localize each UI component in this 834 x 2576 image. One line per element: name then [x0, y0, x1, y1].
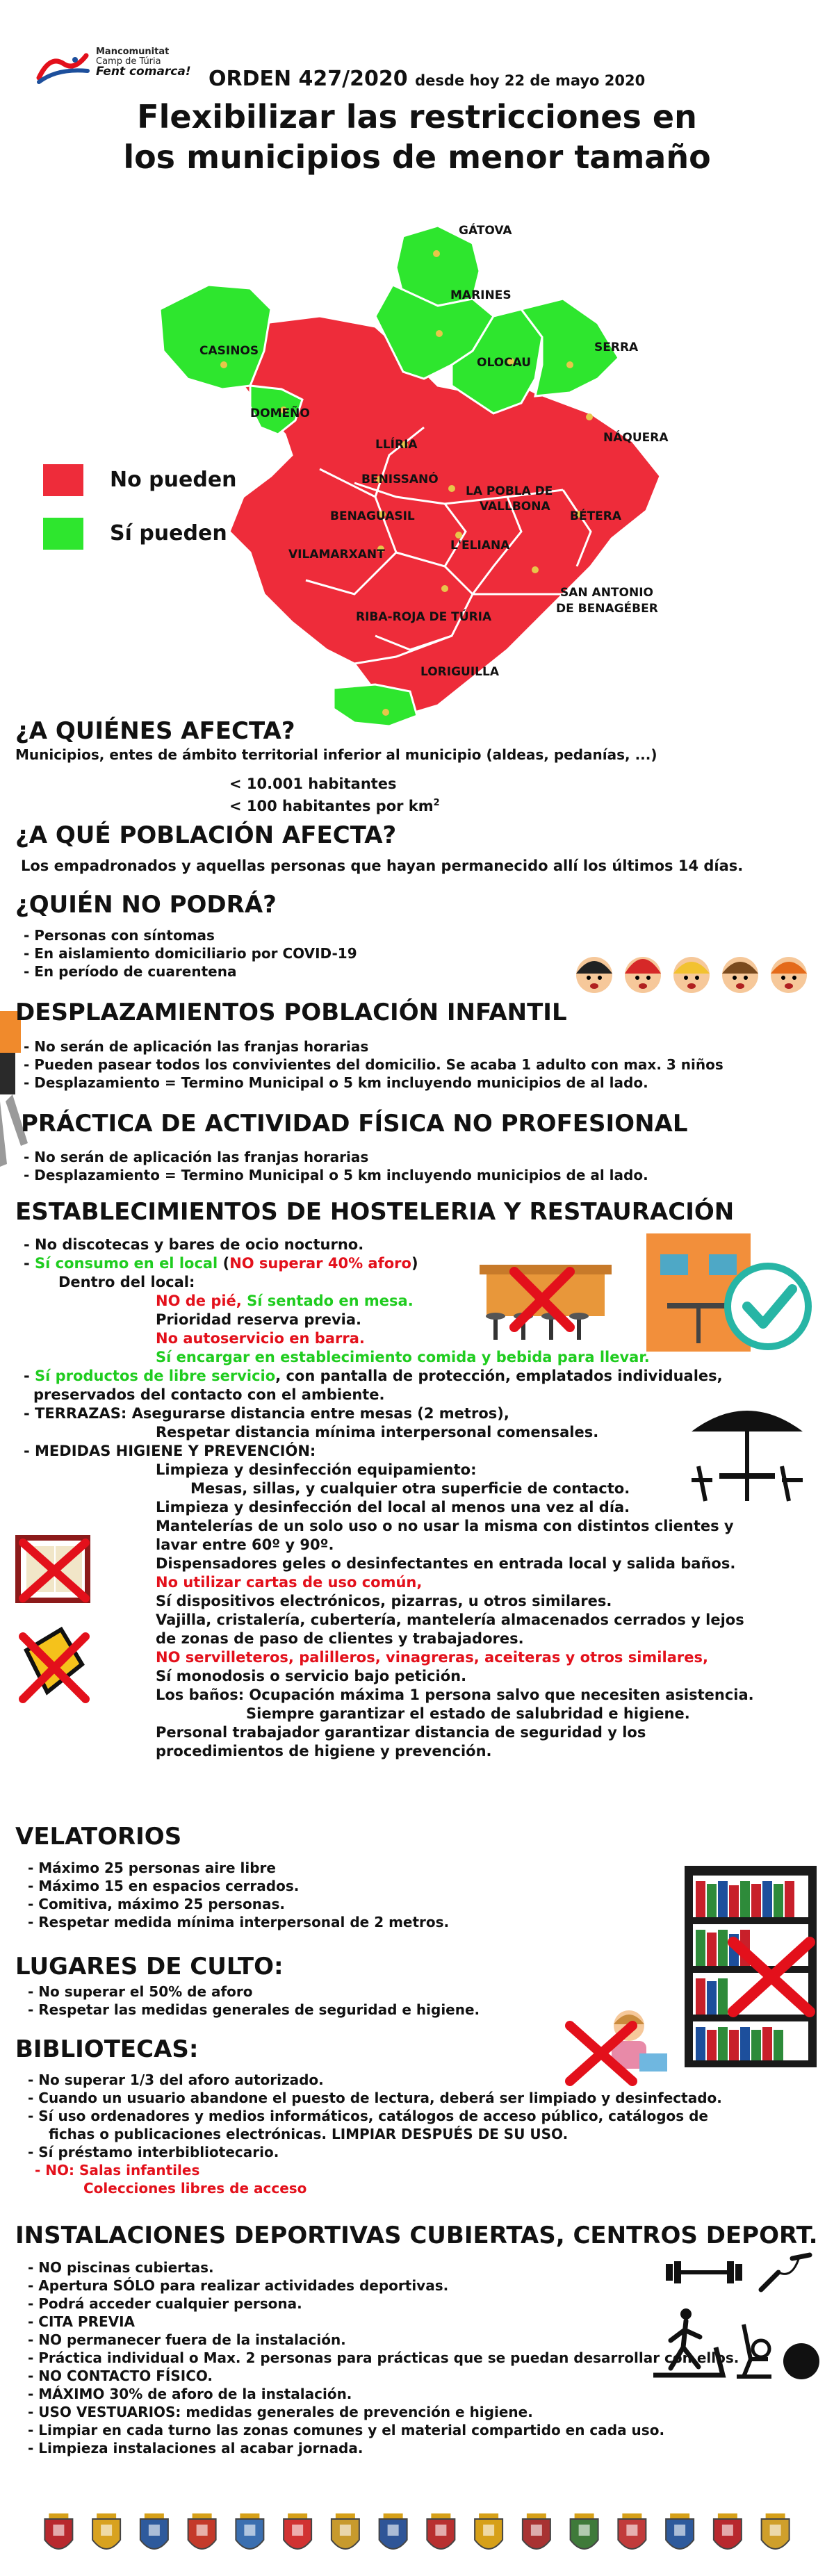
list-item: - Podrá acceder cualquier persona. — [28, 2295, 302, 2312]
hosteleria-line: Sí monodosis o servicio bajo petición. — [156, 1668, 467, 1684]
municipal-seal-icon — [92, 2513, 120, 2549]
hosteleria-line: Sí encargar en establecimiento comida y bebida para llevar. — [156, 1349, 650, 1365]
order-heading — [208, 67, 645, 91]
municipal-seal-icon — [571, 2513, 598, 2549]
hosteleria-line: - Sí productos de libre servicio, con pantalla de protección, emplatados individuales, — [24, 1368, 723, 1384]
section-title-actividad: PRÁCTICA DE ACTIVIDAD FÍSICA NO PROFESIONAL — [21, 1110, 688, 1138]
logo-subtitle: Camp de Túria — [96, 56, 161, 67]
list-item: - Apertura SÓLO para realizar actividades deportivas. — [28, 2277, 449, 2294]
muni-label: DOMEÑO — [250, 407, 310, 420]
menu-card-crossed-icon — [13, 1532, 96, 1609]
list-item: - MÁXIMO 30% de aforo de la instalación. — [28, 2386, 352, 2402]
hosteleria-line: - MEDIDAS HIGIENE Y PREVENCIÓN: — [24, 1443, 316, 1459]
list-item: - En período de cuarentena — [24, 963, 237, 980]
logo-title: Mancomunitat — [96, 47, 170, 57]
hosteleria-line: - Sí consumo en el local (NO superar 40% aforo) — [24, 1255, 418, 1272]
actividad-list — [24, 1148, 648, 1184]
infantil-list — [24, 1037, 723, 1092]
muni-label: RIBA-ROJA DE TÚRIA — [356, 610, 492, 624]
municipal-seal-icon — [140, 2513, 168, 2549]
muni-label: BENAGUASIL — [330, 509, 415, 523]
list-item: - Sí préstamo interbibliotecario. — [28, 2144, 279, 2160]
hosteleria-line: preservados del contacto con el ambiente. — [33, 1386, 385, 1403]
deportivas-list — [28, 2258, 739, 2457]
order-date: desde hoy 22 de mayo 2020 — [415, 72, 646, 89]
list-item: - Respetar medida mínima interpersonal de 2 metros. — [28, 1914, 450, 1930]
municipal-seal-icon — [666, 2513, 694, 2549]
list-item: - Sí uso ordenadores y medios informáticos, catálogos de acceso público, catálogos de — [28, 2108, 708, 2124]
afecta-line1: < 10.001 habitantes — [229, 776, 397, 792]
afecta-line2-wrap — [229, 794, 440, 816]
ball-icon — [782, 2342, 821, 2381]
section-title-poblacion: ¿A QUÉ POBLACIÓN AFECTA? — [15, 821, 397, 849]
map-region-casinos — [160, 285, 271, 389]
logo-mark-icon — [36, 50, 90, 85]
list-item: - Limpieza instalaciones al acabar jornada. — [28, 2440, 363, 2456]
hosteleria-line: Mesas, sillas, y cualquier otra superficie de contacto. — [190, 1480, 630, 1497]
list-item: - No superar el 50% de aforo — [28, 1983, 253, 2000]
muni-label: SAN ANTONIO — [560, 586, 653, 600]
page-title — [0, 97, 834, 177]
list-item: fichas o publicaciones electrónicas. LIMPIAR DESPUÉS DE SU USO. — [49, 2126, 569, 2142]
list-item: - No superar 1/3 del aforo autorizado. — [28, 2072, 324, 2088]
list-item: - Desplazamiento = Termino Municipal o 5 km incluyendo municipios de al lado. — [24, 1167, 648, 1183]
hosteleria-line: Limpieza y desinfección equipamiento: — [156, 1461, 477, 1478]
muni-label: OLOCAU — [477, 356, 532, 370]
municipal-seal-icon — [618, 2513, 646, 2549]
list-item: - Práctica individual o Max. 2 personas para prácticas que se puedan desarrollar con ellos. — [28, 2349, 739, 2366]
hosteleria-line: - TERRAZAS: Asegurarse distancia entre mesas (2 metros), — [24, 1405, 509, 1422]
list-item: - Desplazamiento = Termino Municipal o 5 km incluyendo municipios de al lado. — [24, 1074, 648, 1091]
section-title-bibliotecas: BIBLIOTECAS: — [15, 2035, 199, 2063]
section-title-deportivas: INSTALACIONES DEPORTIVAS CUBIERTAS, CENTROS DEPORT. — [15, 2222, 818, 2249]
list-item: - Personas con síntomas — [24, 927, 215, 944]
muni-label: CASINOS — [199, 344, 259, 358]
section-title-hosteleria: ESTABLECIMIENTOS DE HOSTELERIA Y RESTAURACIÓN — [15, 1198, 735, 1226]
hosteleria-line: Dentro del local: — [58, 1274, 195, 1290]
muni-label: DE BENAGÉBER — [556, 602, 658, 616]
list-item: - Limpiar en cada turno las zonas comunes y el material compartido en cada uso. — [28, 2422, 665, 2438]
section-title-quien: ¿QUIÉN NO PODRÁ? — [15, 891, 277, 919]
hosteleria-line: Prioridad reserva previa. — [156, 1311, 362, 1328]
muni-label: VALLBONA — [480, 500, 550, 514]
hosteleria-line: Sí dispositivos electrónicos, pizarras, u otros similares. — [156, 1593, 612, 1609]
hosteleria-line: Personal trabajador garantizar distancia de seguridad y los — [156, 1724, 646, 1741]
seals-strip — [35, 2512, 799, 2561]
logo — [36, 47, 217, 89]
muni-label: MARINES — [450, 288, 512, 302]
velatorios-list — [28, 1859, 449, 1931]
legend-swatch-no — [43, 464, 83, 496]
muni-label: LA POBLA DE — [466, 484, 553, 498]
municipal-seal-icon — [236, 2513, 263, 2549]
children-faces-icon — [570, 949, 813, 1004]
hosteleria-line: Limpieza y desinfección del local al menos una vez al día. — [156, 1499, 630, 1516]
hosteleria-line: - No discotecas y bares de ocio nocturno. — [24, 1236, 364, 1253]
bibliotecas-list — [28, 2071, 722, 2197]
municipal-seal-icon — [427, 2513, 455, 2549]
municipal-seal-icon — [284, 2513, 311, 2549]
hosteleria-line: NO servilleteros, palilleros, vinagreras, aceiteras y otros similares, — [156, 1649, 708, 1666]
municipal-seals — [35, 2512, 799, 2561]
municipal-seal-icon — [762, 2513, 790, 2549]
hosteleria-line: Siempre garantizar el estado de salubridad e higiene. — [246, 1705, 690, 1722]
list-item: - En aislamiento domiciliario por COVID-19 — [24, 945, 357, 962]
logo-slogan: Fent comarca! — [96, 65, 191, 79]
municipal-seal-icon — [475, 2513, 502, 2549]
list-item: - Máximo 15 en espacios cerrados. — [28, 1878, 300, 1894]
hosteleria-line: de zonas de paso de clientes y trabajadores. — [156, 1630, 524, 1647]
hosteleria-line: Los baños: Ocupación máxima 1 persona salvo que necesiten asistencia. — [156, 1687, 754, 1703]
exercise-bike-icon — [730, 2317, 778, 2380]
legend-swatch-yes — [43, 518, 83, 550]
list-item: - No serán de aplicación las franjas horarias — [24, 1149, 369, 1165]
treadmill-icon — [650, 2306, 726, 2382]
muni-label: BENISSANÓ — [361, 473, 439, 486]
hosteleria-line: Dispensadores geles o desinfectantes en entrada local y salida baños. — [156, 1555, 736, 1572]
list-item: - NO piscinas cubiertas. — [28, 2259, 214, 2276]
muni-label: L'ELIANA — [450, 539, 510, 552]
afecta-sup: 2 — [433, 798, 440, 808]
muni-label: LORIGUILLA — [420, 665, 499, 679]
hosteleria-line: Vajilla, cristalería, cubertería, mantelería almacenados cerrados y lejos — [156, 1611, 744, 1628]
list-item: - Respetar las medidas generales de seguridad e higiene. — [28, 2001, 480, 2018]
hosteleria-line: No autoservicio en barra. — [156, 1330, 365, 1347]
muni-label: GÁTOVA — [459, 224, 512, 238]
list-item: - CITA PREVIA — [28, 2313, 136, 2330]
section-title-afecta: ¿A QUIÉNES AFECTA? — [15, 717, 295, 745]
list-item: - USO VESTUARIOS: medidas generales de prevención e higiene. — [28, 2404, 533, 2420]
culto-list — [28, 1983, 480, 2019]
list-item: - NO permanecer fuera de la instalación. — [28, 2331, 346, 2348]
hosteleria-line: No utilizar cartas de uso común, — [156, 1574, 423, 1591]
bookshelf-crossed-icon — [685, 1866, 817, 2067]
afecta-line2: < 100 habitantes por km — [229, 798, 434, 814]
list-item: - Comitiva, máximo 25 personas. — [28, 1896, 285, 1912]
municipal-seal-icon — [188, 2513, 216, 2549]
legend-label-yes: Sí pueden — [110, 521, 227, 545]
municipal-seal-icon — [523, 2513, 550, 2549]
muni-label: BÉTERA — [570, 509, 622, 523]
section-title-infantil: DESPLAZAMIENTOS POBLACIÓN INFANTIL — [15, 999, 567, 1026]
list-item: Colecciones libres de acceso — [83, 2180, 307, 2197]
legend-label-no: No pueden — [110, 468, 237, 492]
quien-list — [24, 926, 357, 981]
hosteleria-line: procedimientos de higiene y prevención. — [156, 1743, 492, 1759]
dumbbell-icon — [666, 2258, 742, 2286]
page-title-line1: Flexibilizar las restricciones en — [137, 98, 697, 136]
jump-rope-icon — [758, 2251, 813, 2293]
muni-label: SERRA — [594, 341, 639, 354]
section-title-culto: LUGARES DE CULTO: — [15, 1953, 284, 1980]
hosteleria-line: lavar entre 60º y 90º. — [156, 1536, 334, 1553]
map-region-loriguilla — [334, 684, 417, 726]
hosteleria-line: NO de pié, Sí sentado en mesa. — [156, 1293, 414, 1309]
hosteleria-line: Mantelerías de un solo uso o no usar la misma con distintos clientes y — [156, 1518, 734, 1534]
muni-label: LLÍRIA — [375, 438, 418, 452]
list-item: - NO: Salas infantiles — [35, 2162, 200, 2179]
terrace-umbrella-icon — [678, 1397, 817, 1515]
muni-label: VILAMARXANT — [288, 548, 385, 561]
section-title-velatorios: VELATORIOS — [15, 1823, 182, 1851]
municipal-seal-icon — [332, 2513, 359, 2549]
municipal-seal-icon — [714, 2513, 742, 2549]
hosteleria-line: Respetar distancia mínima interpersonal comensales. — [156, 1424, 599, 1441]
list-item: - Pueden pasear todos los convivientes del domicilio. Se acaba 1 adulto con max. 3 niños — [24, 1056, 723, 1073]
list-item: - NO CONTACTO FÍSICO. — [28, 2368, 213, 2384]
order-number: ORDEN 427/2020 — [208, 67, 408, 91]
municipal-seal-icon — [44, 2513, 72, 2549]
list-item: - No serán de aplicación las franjas horarias — [24, 1038, 369, 1055]
page-title-line2: los municipios de menor tamaño — [123, 138, 711, 176]
muni-label: NÁQUERA — [603, 431, 669, 445]
poblacion-text: Los empadronados y aquellas personas que hayan permanecido allí los últimos 14 días. — [21, 858, 744, 874]
municipal-seal-icon — [379, 2513, 407, 2549]
list-item: - Máximo 25 personas aire libre — [28, 1860, 276, 1876]
list-item: - Cuando un usuario abandone el puesto de lectura, deberá ser limpiado y desinfectado. — [28, 2090, 722, 2106]
afecta-text: Municipios, entes de ámbito territorial inferior al municipio (aldeas, pedanías, ...) — [15, 746, 657, 763]
condiments-crossed-icon — [13, 1623, 96, 1706]
